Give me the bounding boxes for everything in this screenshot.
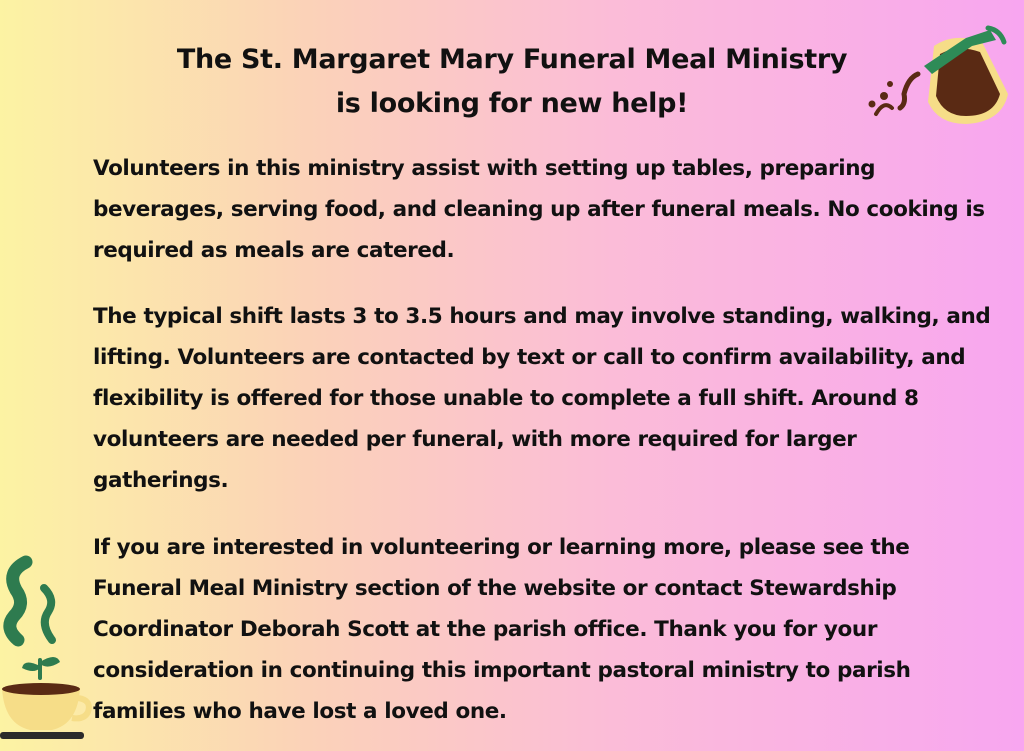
paragraph-shift-details: The typical shift lasts 3 to 3.5 hours and may involve standing, walking, and lifting. Volunteers are contacted by text or call to confirm availability, and flexibility is offered for those unable to complete a full shift. Around 8 volunteers are needed per funeral, with more required for larger gatherings. [93, 304, 991, 493]
paragraph-duties: Volunteers in this ministry assist with setting up tables, preparing beverages, serving food, and cleaning up after funeral meals. No cooking is required as meals are catered. [93, 156, 985, 263]
steaming-coffee-cup-icon [0, 548, 92, 743]
title-line-1: The St. Margaret Mary Funeral Meal Ministry [176, 44, 848, 75]
flyer-title [140, 38, 884, 126]
title-line-2: is looking for new help! [335, 88, 689, 119]
coffee-pot-pouring-icon [862, 24, 1012, 128]
paragraph-contact: If you are interested in volunteering or learning more, please see the Funeral Meal Ministry section of the website or contact Stewardship Coordinator Deborah Scott at the parish office. Thank you for your consideration in continuing this important pastoral ministry to parish families who have lost a loved one. [93, 535, 911, 724]
